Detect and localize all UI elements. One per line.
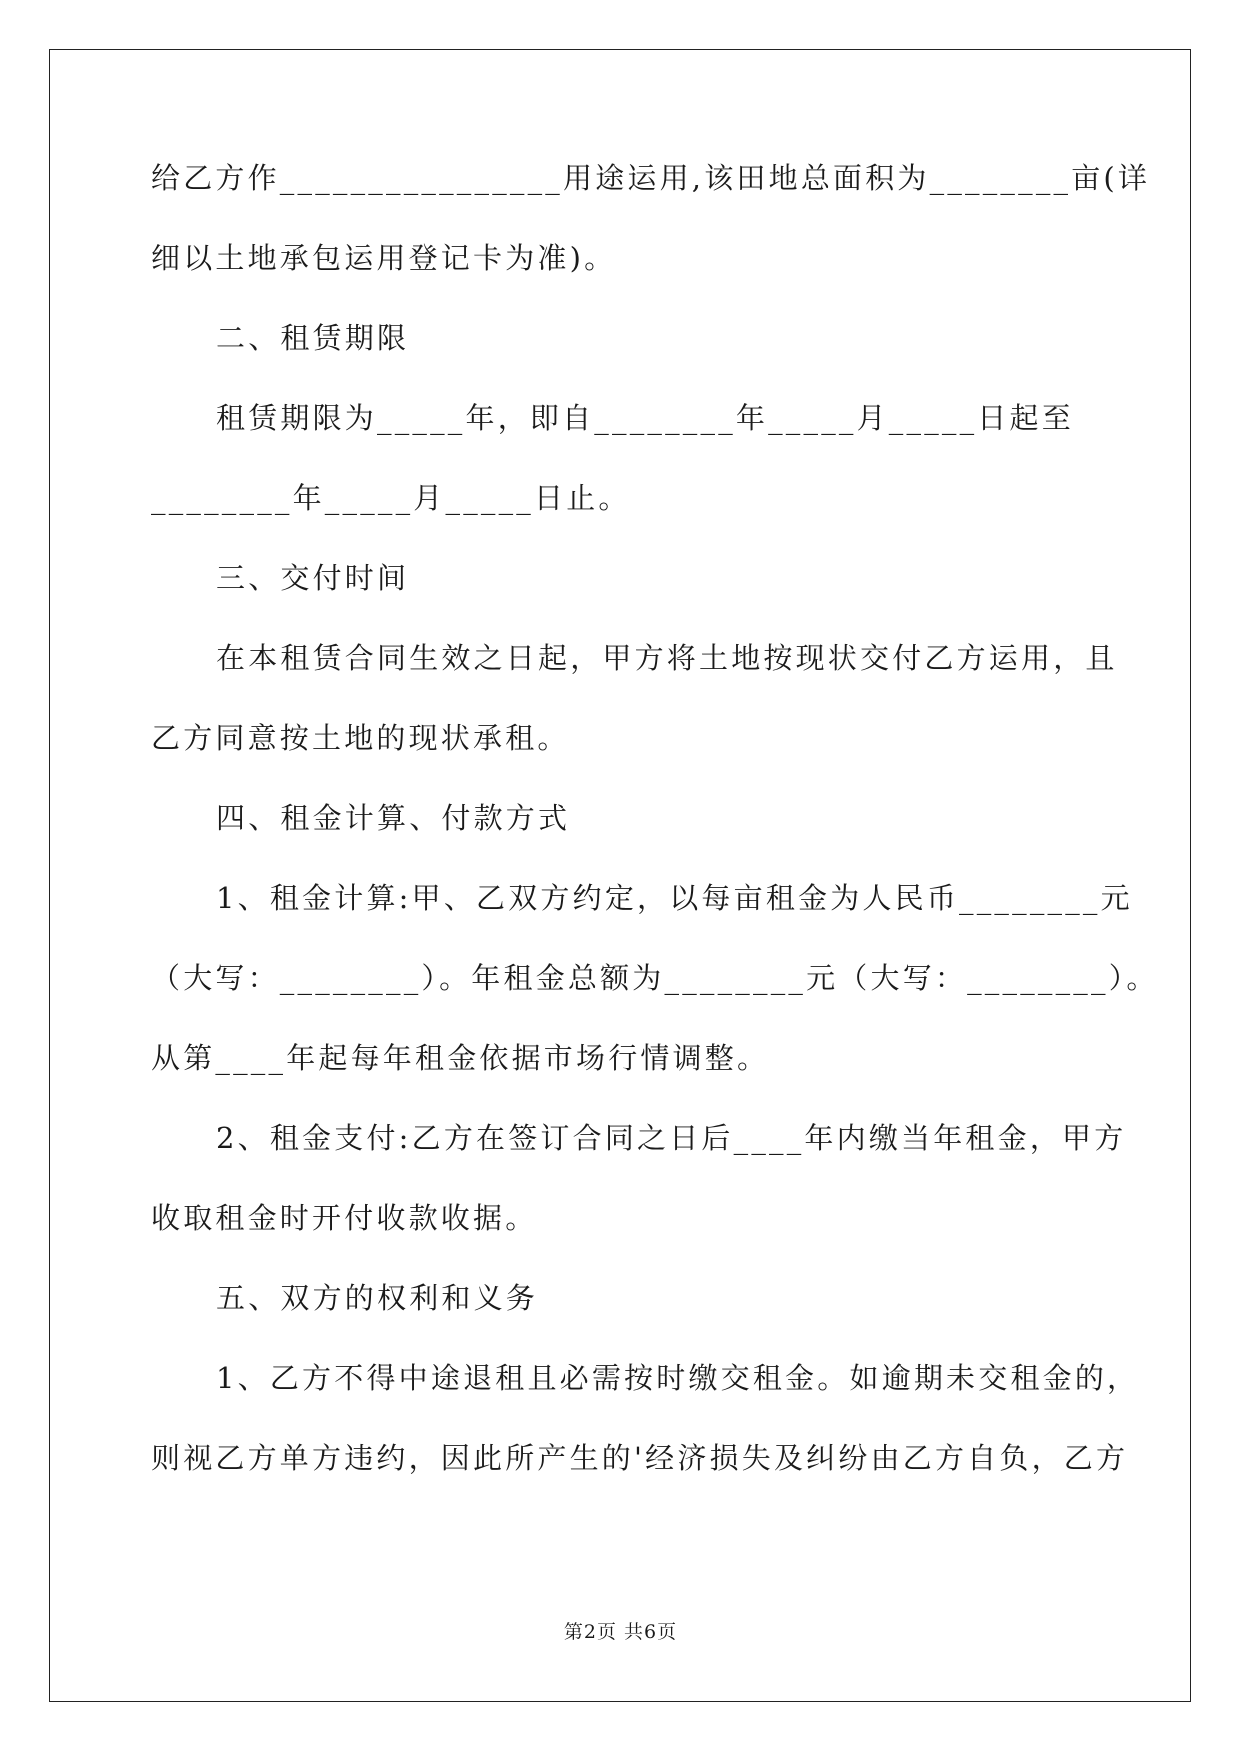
text-line: 1、乙方不得中途退租且必需按时缴交租金。如逾期未交租金的， — [216, 1361, 1140, 1395]
document-body — [151, 160, 1159, 1520]
text-line: （大写：________）。年租金总额为________元（大写：________）。 — [151, 961, 1159, 995]
page-number: 第2页 共6页 — [563, 1621, 678, 1643]
text-line: 租赁期限为_____年，即自________年_____月_____日起至 — [216, 401, 1074, 435]
text-line: 在本租赁合同生效之日起，甲方将土地按现状交付乙方运用，且 — [216, 641, 1118, 675]
text-line: 2、租金支付:乙方在签订合同之日后____年内缴当年租金，甲方 — [216, 1121, 1127, 1155]
section-heading: 三、交付时间 — [216, 561, 410, 595]
text-line: 从第____年起每年租金依据市场行情调整。 — [151, 1041, 770, 1075]
text-line: 则视乙方单方违约，因此所产生的'经济损失及纠纷由乙方自负，乙方 — [151, 1441, 1129, 1475]
text-line: 乙方同意按土地的现状承租。 — [151, 721, 570, 755]
text-line: 细以土地承包运用登记卡为准)。 — [151, 241, 617, 275]
text-line: 收取租金时开付收款收据。 — [151, 1201, 538, 1235]
section-heading: 五、双方的权利和义务 — [216, 1281, 539, 1315]
text-line: 1、租金计算:甲、乙双方约定，以每亩租金为人民币________元 — [216, 881, 1133, 915]
text-line: ________年_____月_____日止。 — [151, 481, 631, 515]
section-heading: 二、租赁期限 — [216, 321, 410, 355]
text-line: 给乙方作________________用途运用,该田地总面积为________亩(详 — [151, 161, 1151, 195]
section-heading: 四、租金计算、付款方式 — [216, 801, 571, 835]
